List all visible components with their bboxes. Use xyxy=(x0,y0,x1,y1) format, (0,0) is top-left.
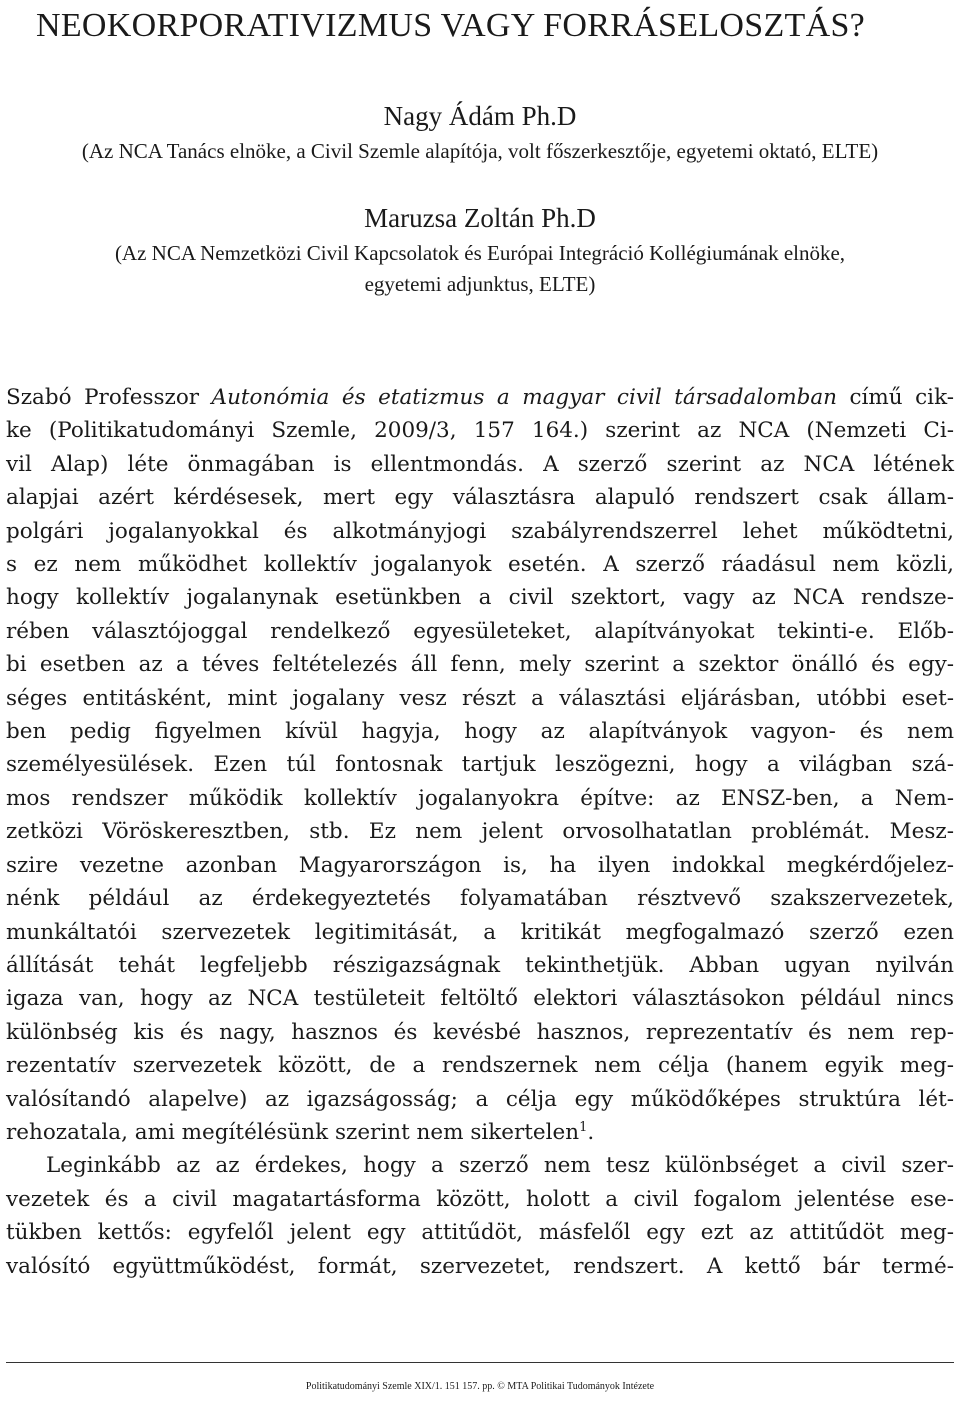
text-line: bi esetben az a téves feltételezés áll fenn, mely szerint a szektor önálló és egy- xyxy=(6,652,954,678)
footnote-reference[interactable]: 1 xyxy=(579,1119,588,1135)
text-line: valósítandó alapelve) az igazságosság; a célja egy működőképes struktúra lét- xyxy=(6,1086,954,1112)
text-line: ke (Politikatudományi Szemle, 2009/3, 157 164.) szerint az NCA (Nemzeti Ci- xyxy=(6,418,954,444)
text-line: munkáltatói szervezetek legitimitását, a kritikát megfogalmazó szerző ezen xyxy=(6,919,954,945)
text-line: különbség kis és nagy, hasznos és kevésbé hasznos, reprezentatív és nem rep- xyxy=(6,1019,954,1045)
text-line: vezetek és a civil magatartásforma között, holott a civil fogalom jelentése ese- xyxy=(6,1186,954,1212)
text-line: alapjai azért kérdésesek, mert egy választásra alapuló rendszert csak állam- xyxy=(6,485,954,511)
text-line: Szabó Professzor Autonómia és etatizmus a magyar civil társadalomban című cik- xyxy=(6,385,954,410)
text-line: állítását tehát legfeljebb részigazságnak tekinthetjük. Abban ugyan nyilván xyxy=(6,952,954,978)
text-line: személyesülések. Ezen túl fontosnak tartjuk leszögezni, hogy a világban szá- xyxy=(6,752,954,778)
author-name: Maruzsa Zoltán Ph.D xyxy=(364,203,596,233)
author-affiliation: egyetemi adjunktus, ELTE) xyxy=(364,272,596,296)
text-line: nénk például az érdekegyeztetés folyamatában résztvevő szakszervezetek, xyxy=(6,886,954,912)
text-line: rehozatala, ami megítélésünk szerint nem sikertelen$^1$. xyxy=(6,1119,595,1145)
paragraph-1 xyxy=(6,381,954,1149)
author-block-1 xyxy=(0,100,960,167)
text-line: hogy kollektív jogalanynak esetünkben a civil szektort, vagy az NCA rendsze- xyxy=(6,585,954,611)
footer-divider xyxy=(6,1362,954,1363)
article-title: NEOKORPORATIVIZMUS VAGY FORRÁSELOSZTÁS? xyxy=(36,7,866,44)
text-line: rében választójoggal rendelkező egyesületeket, alapítványokat tekinti-e. Előb- xyxy=(6,618,954,644)
article-body xyxy=(6,381,954,1283)
text-line: szire vezetne azonban Magyarországon is, ha ilyen indokkal megkérdőjelez- xyxy=(6,852,954,878)
text-line: polgári jogalanyokkal és alkotmányjogi szabályrendszerrel lehet működtetni, xyxy=(6,518,954,544)
author-name: Nagy Ádám Ph.D xyxy=(383,101,577,131)
text-line: igaza van, hogy az NCA testületeit feltöltő elektori választásokon például nincs xyxy=(6,986,954,1012)
text-line: rezentatív szervezetek között, de a rendszernek nem célja (hanem egyik meg- xyxy=(6,1053,954,1079)
text-line: s ez nem működhet kollektív jogalanyok esetén. A szerző ráadásul nem közli, xyxy=(6,552,954,578)
text-line: tükben kettős: egyfelől jelent egy attitűdöt, másfelől egy ezt az attitűdöt meg- xyxy=(6,1220,954,1246)
text-line: séges entitásként, mint jogalany vesz részt a választási eljárásban, utóbbi eset- xyxy=(6,685,954,711)
author-affiliation: (Az NCA Nemzetközi Civil Kapcsolatok és Európai Integráció Kollégiumának elnöke, xyxy=(114,241,846,265)
text-line: valósító együttműködést, formát, szervezetet, rendszert. A kettő bár termé- xyxy=(6,1253,954,1279)
author-affiliation: (Az NCA Tanács elnöke, a Civil Szemle alapítója, volt főszerkesztője, egyetemi oktató, ELTE) xyxy=(81,139,879,163)
text-line: zetközi Vöröskeresztben, stb. Ez nem jelent orvosolhatatlan problémát. Mesz- xyxy=(6,819,954,845)
paragraph-2 xyxy=(6,1149,954,1283)
author-block-2 xyxy=(0,202,960,300)
text-line: Leginkább az az érdekes, hogy a szerző nem tesz különbséget a civil szer- xyxy=(46,1153,954,1179)
text-line: mos rendszer működik kollektív jogalanyokra építve: az ENSZ-ben, a Nem- xyxy=(6,785,954,811)
page-footer: Politikatudományi Szemle XIX/1. 151 157. pp. © MTA Politikai Tudományok Intézete xyxy=(305,1381,655,1392)
text-line: ben pedig figyelmen kívül hagyja, hogy az alapítványok vagyon- és nem xyxy=(6,719,954,745)
text-line: vil Alap) léte önmagában is ellentmondás. A szerző szerint az NCA létének xyxy=(6,451,954,477)
cited-article-title: Autonómia és etatizmus a magyar civil társadalomban xyxy=(211,385,838,410)
